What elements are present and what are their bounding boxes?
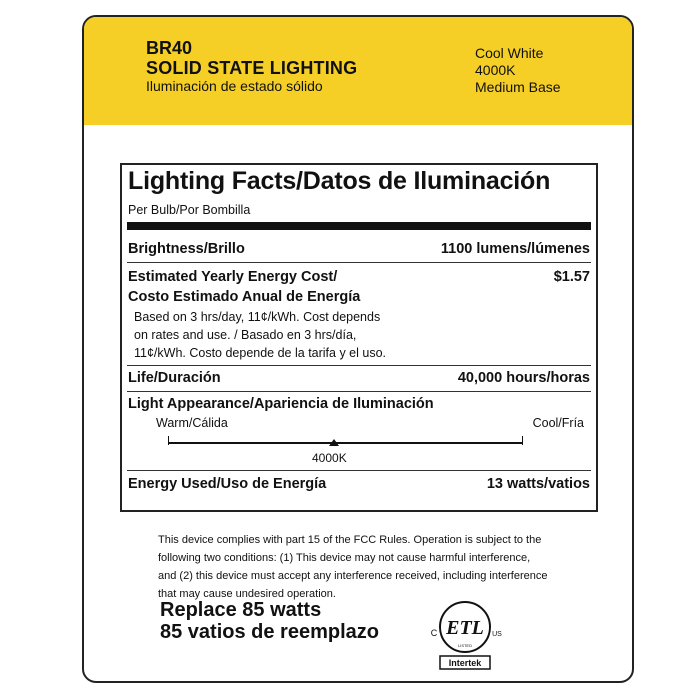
energy-used-value: 13 watts/vatios	[486, 476, 590, 492]
fcc-line: following two conditions: (1) This device may not cause harmful interference,	[158, 552, 531, 564]
energy-cost-label-en: Estimated Yearly Energy Cost/	[128, 269, 338, 285]
divider	[127, 391, 591, 392]
divider	[127, 262, 591, 263]
energy-cost-note	[134, 308, 386, 362]
etl-c-mark: C	[430, 628, 438, 638]
fcc-line: that may cause undesired operation.	[158, 588, 336, 600]
energy-used-label: Energy Used/Uso de Energía	[128, 476, 327, 492]
appearance-marker-label: 4000K	[312, 451, 347, 465]
cool-label: Cool/Fría	[532, 416, 584, 430]
life-row	[128, 370, 590, 386]
replace-es: 85 vatios de reemplazo	[160, 621, 379, 643]
scale-tick	[522, 436, 523, 445]
appearance-row	[128, 396, 590, 412]
header-right-block	[475, 45, 561, 96]
fcc-statement	[158, 531, 578, 603]
header-left-block	[146, 39, 357, 94]
scale-tick	[168, 436, 169, 445]
energy-used-row	[128, 476, 590, 492]
etl-us-mark: US	[492, 631, 502, 638]
product-type-title: SOLID STATE LIGHTING	[146, 58, 358, 78]
replacement-statement	[160, 599, 379, 643]
brightness-row	[128, 241, 590, 257]
brightness-value: 1100 lumens/lúmenes	[440, 241, 590, 257]
etl-listed-logo	[420, 593, 510, 675]
lighting-facts-panel	[120, 163, 598, 512]
divider	[127, 365, 591, 366]
fcc-line: This device complies with part 15 of the FCC Rules. Operation is subject to the	[158, 534, 542, 546]
thick-divider	[127, 222, 591, 230]
per-bulb-label: Per Bulb/Por Bombilla	[128, 203, 251, 217]
appearance-scale	[168, 442, 522, 444]
color-temperature: 4000K	[475, 62, 516, 78]
energy-cost-note-line: on rates and use. / Basado en 3 hrs/día,	[134, 328, 357, 342]
etl-logo-text: ETL	[446, 617, 484, 639]
intertek-label: Intertek	[448, 658, 482, 668]
energy-cost-row	[128, 267, 590, 307]
product-label-card	[82, 15, 634, 683]
appearance-marker-icon	[329, 439, 339, 446]
fcc-line: and (2) this device must accept any interference received, including interference	[158, 570, 548, 582]
energy-cost-label-es: Costo Estimado Anual de Energía	[128, 289, 361, 305]
appearance-label: Light Appearance/Apariencia de Iluminación	[128, 396, 434, 412]
energy-cost-value: $1.57	[553, 269, 590, 285]
brightness-label: Brightness/Brillo	[128, 241, 245, 257]
energy-cost-note-line: 11¢/kWh. Costo depende de la tarifa y el uso.	[134, 346, 387, 360]
base-type: Medium Base	[475, 79, 561, 95]
life-label: Life/Duración	[128, 370, 221, 386]
bulb-model: BR40	[146, 38, 193, 58]
divider	[127, 470, 591, 471]
lighting-facts-title: Lighting Facts/Datos de Iluminación	[128, 167, 551, 195]
etl-listed-text: LISTED	[457, 643, 473, 648]
replace-en: Replace 85 watts	[160, 599, 322, 621]
color-name: Cool White	[475, 45, 544, 61]
label-header	[84, 17, 632, 125]
product-type-subtitle: Iluminación de estado sólido	[146, 78, 323, 94]
energy-cost-note-line: Based on 3 hrs/day, 11¢/kWh. Cost depends	[134, 310, 381, 324]
life-value: 40,000 hours/horas	[457, 370, 590, 386]
warm-label: Warm/Cálida	[156, 416, 228, 430]
